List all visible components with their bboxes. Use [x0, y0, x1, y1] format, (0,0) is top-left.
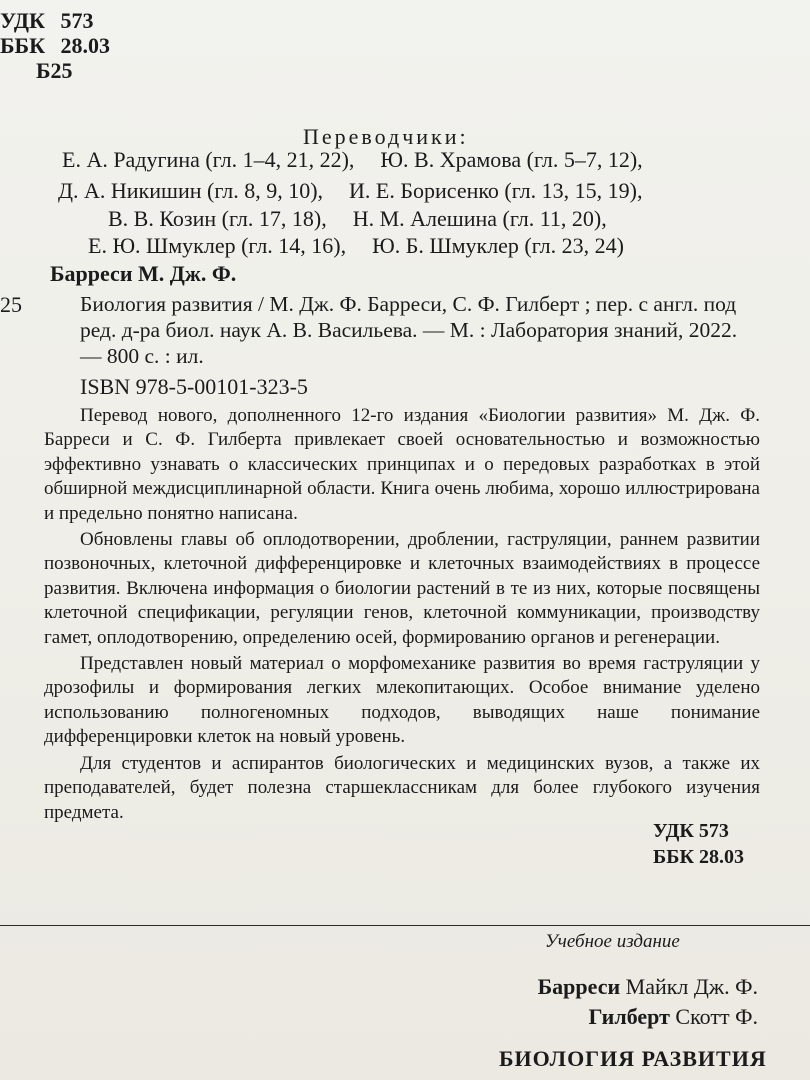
top-bbk-value: 28.03: [60, 33, 111, 58]
book-title: БИОЛОГИЯ РАЗВИТИЯ: [499, 1046, 767, 1071]
isbn: ISBN 978-5-00101-323-5: [80, 374, 308, 399]
catalog-author-heading: Барреси М. Дж. Ф.: [50, 261, 237, 286]
translators-row-4: [88, 232, 624, 260]
translator-entry: Е. Ю. Шмуклер (гл. 14, 16),: [88, 233, 347, 258]
top-bbk-label: ББК: [0, 33, 46, 58]
section-divider: [0, 925, 810, 926]
author-2-given: Скотт Ф.: [675, 1004, 758, 1029]
top-udk-value: 573: [60, 8, 94, 33]
author-1: [538, 972, 758, 1002]
translator-entry: В. В. Козин (гл. 17, 18),: [108, 206, 327, 231]
translator-entry: Ю. В. Храмова (гл. 5–7, 12),: [380, 147, 643, 172]
author-1-surname: Барреси: [537, 974, 621, 999]
top-author-sign: Б25: [36, 58, 73, 83]
abstract-paragraph: Обновлены главы об оплодотворении, дроблении, гаструляции, раннем развитии позвоночных, клеточной дифференцировке и клеточных взаимодействиях в процессе развития. Включена информация о биологии растений в те из них, которые посвящены клеточной спецификации, регуляции генов, клеточной коммуникации, производству гамет, оплодотворению, определению осей, формированию органов и регенерации.: [44, 529, 760, 648]
abstract-paragraph: Перевод нового, дополненного 12-го издания «Биологии развития» М. Дж. Ф. Барреси и С. Ф. Гилберта привлекает своей основательностью и возможностью эффективно узнавать о классических принципах и о передовых разработках в этой обширной междисциплинарной области. Книга очень любима, хорошо иллюстрирована и предельно понятно написана.: [44, 405, 760, 524]
author-2-surname: Гилберт: [588, 1004, 670, 1029]
translators-row-3: [108, 205, 607, 233]
bottom-bbk: ББК 28.03: [653, 846, 744, 868]
abstract-paragraph: Представлен новый материал о морфомеханике развития во время гаструляции у дрозофилы и формирования легких млекопитающих. Особое внимание уделено использованию полногеномных подходов, выводящих наше понимание дифференцировки клеток на новый уровень.: [44, 653, 760, 748]
top-udk-label: УДК: [0, 8, 46, 33]
edition-type: Учебное издание: [545, 931, 680, 952]
top-udk-line: [0, 8, 110, 33]
translator-entry: Е. А. Радугина (гл. 1–4, 21, 22),: [62, 147, 355, 172]
translator-entry: Ю. Б. Шмуклер (гл. 23, 24): [372, 233, 624, 258]
author-1-given: Майкл Дж. Ф.: [625, 974, 758, 999]
translator-entry: Н. М. Алешина (гл. 11, 20),: [352, 206, 607, 231]
translator-entry: И. Е. Борисенко (гл. 13, 15, 19),: [349, 178, 643, 203]
translators-title: Переводчики:: [303, 124, 469, 149]
catalog-left-code: 25: [0, 292, 22, 317]
top-bbk-line: [0, 33, 110, 58]
author-2: [538, 1002, 758, 1032]
translator-entry: Д. А. Никишин (гл. 8, 9, 10),: [58, 178, 324, 203]
catalog-description: Биология развития / М. Дж. Ф. Барреси, С. Ф. Гилберт ; пер. с англ. под ред. д-ра биол. наук А. В. Васильева. — М. : Лаборатория знаний, 2022. — 800 с. : ил.: [80, 292, 738, 368]
bottom-udk: УДК 573: [653, 820, 729, 842]
abstract-paragraph: Для студентов и аспирантов биологических и медицинских вузов, а также их преподавателей, будет полезна старшеклассникам для более глубокого изучения предмета.: [44, 752, 760, 823]
bottom-classification-codes: [653, 818, 744, 870]
authors-full-names: [538, 972, 758, 1032]
translators-row-2: [58, 177, 642, 205]
translators-row-1: [62, 146, 643, 174]
abstract: [44, 404, 760, 825]
top-classification-codes: [0, 8, 110, 83]
